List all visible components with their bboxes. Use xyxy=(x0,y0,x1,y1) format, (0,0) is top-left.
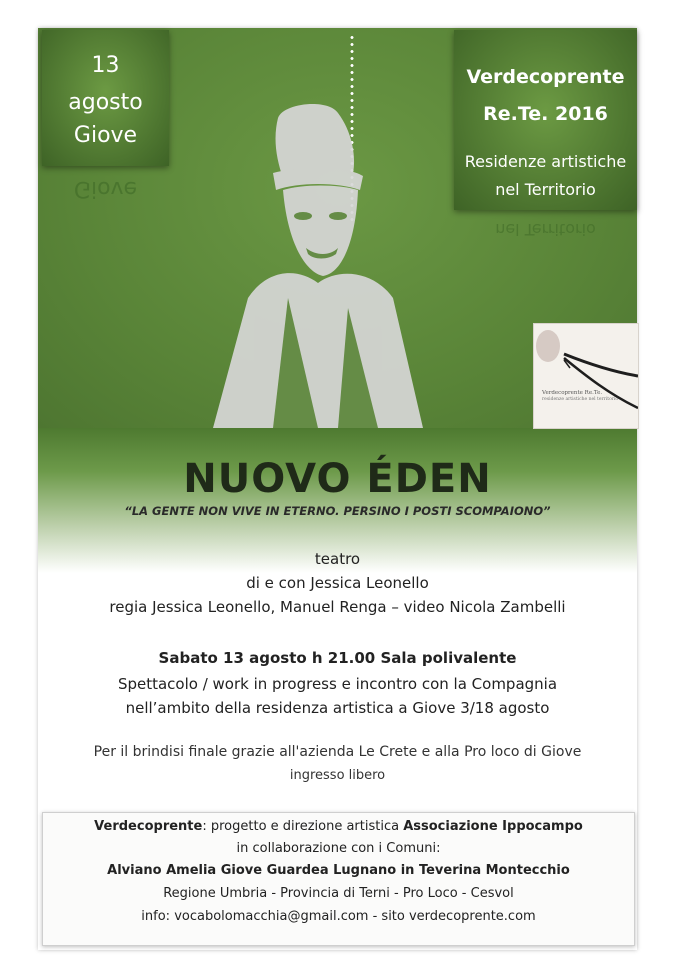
footer-collaboration: in collaborazione con i Comuni: xyxy=(236,841,441,856)
footer-towns: Alviano Amelia Giove Guardea Lugnano in Teverina Montecchio xyxy=(107,863,570,878)
show-tagline: “LA GENTE NON VIVE IN ETERNO. PERSINO I POSTI SCOMPAIONO” xyxy=(124,504,551,518)
footer-organization-line xyxy=(43,819,634,834)
brand-box xyxy=(454,30,637,210)
show-title: NUOVO ÉDEN xyxy=(183,456,492,502)
logo-graphic xyxy=(534,324,638,428)
logo-thumbnail xyxy=(533,323,639,429)
brand-edition: Re.Te. 2016 xyxy=(483,103,608,125)
brand-name: Verdecoprente xyxy=(466,66,625,88)
show-credits-author: di e con Jessica Leonello xyxy=(246,574,429,592)
date-place-reflection: Giove xyxy=(73,176,138,201)
footer-partners: Regione Umbria - Provincia di Terni - Pro Loco - Cesvol xyxy=(163,886,514,901)
logo-subcaption: residenze artistiche nel territorio xyxy=(542,397,619,402)
date-place: Giove xyxy=(73,123,138,148)
footer-association: Associazione Ippocampo xyxy=(403,819,583,834)
footer-org-desc: : progetto e direzione artistica xyxy=(202,819,404,834)
event-thanks: Per il brindisi finale grazie all'azienda Le Crete e alla Pro loco di Giove xyxy=(93,744,582,760)
footer-org-name: Verdecoprente xyxy=(94,819,203,834)
event-description-1: Spettacolo / work in progress e incontro con la Compagnia xyxy=(117,675,558,693)
footer-credits-box xyxy=(42,812,635,946)
actor-portrait-image xyxy=(188,98,438,428)
brand-line2: nel Territorio xyxy=(495,180,596,199)
date-day: 13 xyxy=(91,53,120,78)
logo-caption: Verdecoprente Re.Te. xyxy=(542,390,603,396)
event-entry: ingresso libero xyxy=(289,768,386,783)
event-description-2: nell’ambito della residenza artistica a Giove 3/18 agosto xyxy=(125,699,550,717)
date-month: agosto xyxy=(68,90,143,115)
show-credits-direction: regia Jessica Leonello, Manuel Renga – video Nicola Zambelli xyxy=(109,598,566,616)
date-box xyxy=(42,30,169,166)
show-genre: teatro xyxy=(314,550,361,568)
brand-reflection: nel Territorio xyxy=(495,220,596,239)
poster xyxy=(38,28,637,950)
brand-line1: Residenze artistiche xyxy=(464,152,627,171)
footer-contact: info: vocabolomacchia@gmail.com - sito verdecoprente.com xyxy=(141,909,536,924)
event-date-venue: Sabato 13 agosto h 21.00 Sala polivalente xyxy=(158,649,517,667)
